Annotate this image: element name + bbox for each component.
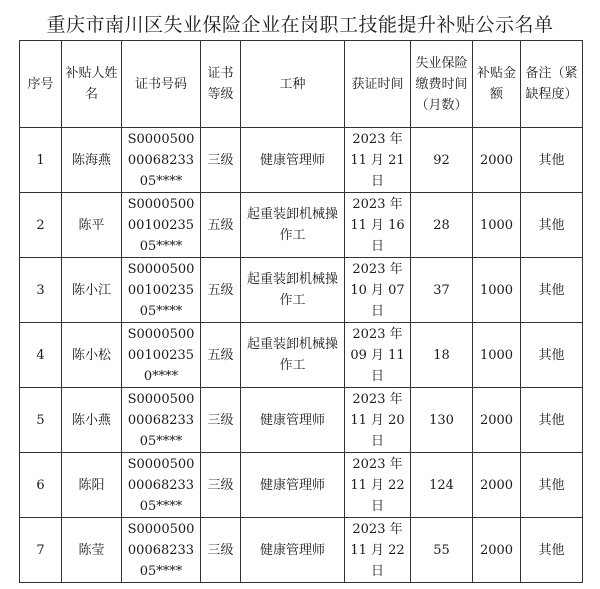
header-level: 证书等级 — [201, 41, 241, 128]
cell-cert: S0000500 00068233 05**** — [122, 128, 201, 193]
cell-trade: 起重装卸机械操作工 — [241, 193, 345, 258]
cell-note: 其他 — [521, 258, 583, 323]
cell-name: 陈海燕 — [62, 128, 122, 193]
cell-cert: S0000500 00068233 05**** — [122, 518, 201, 583]
cell-level: 三级 — [201, 388, 241, 453]
cell-note: 其他 — [521, 518, 583, 583]
cell-name: 陈小燕 — [62, 388, 122, 453]
cell-trade: 健康管理师 — [241, 388, 345, 453]
header-months: 失业保险缴费时间（月数） — [411, 41, 473, 128]
header-amount: 补贴金额 — [473, 41, 521, 128]
cell-level: 五级 — [201, 193, 241, 258]
cell-level: 三级 — [201, 453, 241, 518]
cell-amount: 1000 — [473, 323, 521, 388]
cell-trade: 起重装卸机械操作工 — [241, 323, 345, 388]
cell-months: 92 — [411, 128, 473, 193]
cell-level: 三级 — [201, 518, 241, 583]
header-seq: 序号 — [20, 41, 62, 128]
cell-trade: 健康管理师 — [241, 128, 345, 193]
header-date: 获证时间 — [345, 41, 411, 128]
cell-note: 其他 — [521, 193, 583, 258]
cell-amount: 1000 — [473, 258, 521, 323]
cell-name: 陈平 — [62, 193, 122, 258]
cell-seq: 4 — [20, 323, 62, 388]
cell-months: 18 — [411, 323, 473, 388]
cell-date: 2023 年 09 月 11 日 — [345, 323, 411, 388]
cell-trade: 健康管理师 — [241, 453, 345, 518]
cell-level: 五级 — [201, 323, 241, 388]
cell-note: 其他 — [521, 453, 583, 518]
header-name: 补贴人姓名 — [62, 41, 122, 128]
table-row — [20, 323, 583, 388]
header-trade: 工种 — [241, 41, 345, 128]
cell-date: 2023 年 11 月 16 日 — [345, 193, 411, 258]
cell-date: 2023 年 10 月 07 日 — [345, 258, 411, 323]
cell-seq: 3 — [20, 258, 62, 323]
cell-date: 2023 年 11 月 20 日 — [345, 388, 411, 453]
cell-name: 陈小江 — [62, 258, 122, 323]
cell-cert: S0000500 00068233 05**** — [122, 453, 201, 518]
cell-note: 其他 — [521, 128, 583, 193]
cell-seq: 7 — [20, 518, 62, 583]
cell-name: 陈阳 — [62, 453, 122, 518]
cell-date: 2023 年 11 月 22 日 — [345, 453, 411, 518]
cell-note: 其他 — [521, 323, 583, 388]
header-note: 备注（紧缺程度） — [521, 41, 583, 128]
cell-seq: 5 — [20, 388, 62, 453]
table-row — [20, 453, 583, 518]
cell-cert: S0000500 00100235 05**** — [122, 193, 201, 258]
cell-months: 124 — [411, 453, 473, 518]
document-title: 重庆市南川区失业保险企业在岗职工技能提升补贴公示名单 — [46, 14, 554, 36]
cell-date: 2023 年 11 月 21 日 — [345, 128, 411, 193]
table-row — [20, 193, 583, 258]
cell-date: 2023 年 11 月 22 日 — [345, 518, 411, 583]
cell-note: 其他 — [521, 388, 583, 453]
cell-months: 28 — [411, 193, 473, 258]
cell-seq: 6 — [20, 453, 62, 518]
table-row — [20, 258, 583, 323]
cell-cert: S0000500 00068233 05**** — [122, 388, 201, 453]
table-row — [20, 128, 583, 193]
cell-trade: 健康管理师 — [241, 518, 345, 583]
header-cert: 证书号码 — [122, 41, 201, 128]
cell-level: 五级 — [201, 258, 241, 323]
cell-seq: 2 — [20, 193, 62, 258]
cell-name: 陈莹 — [62, 518, 122, 583]
cell-months: 37 — [411, 258, 473, 323]
cell-seq: 1 — [20, 128, 62, 193]
cell-amount: 2000 — [473, 453, 521, 518]
cell-trade: 起重装卸机械操作工 — [241, 258, 345, 323]
cell-months: 55 — [411, 518, 473, 583]
table-header-row — [20, 41, 583, 128]
cell-months: 130 — [411, 388, 473, 453]
table-row — [20, 388, 583, 453]
cell-amount: 2000 — [473, 388, 521, 453]
subsidy-table — [19, 40, 583, 583]
cell-amount: 2000 — [473, 128, 521, 193]
cell-amount: 1000 — [473, 193, 521, 258]
cell-name: 陈小松 — [62, 323, 122, 388]
cell-cert: S0000500 00100235 0**** — [122, 323, 201, 388]
cell-level: 三级 — [201, 128, 241, 193]
cell-cert: S0000500 00100235 05**** — [122, 258, 201, 323]
table-row — [20, 518, 583, 583]
cell-amount: 2000 — [473, 518, 521, 583]
